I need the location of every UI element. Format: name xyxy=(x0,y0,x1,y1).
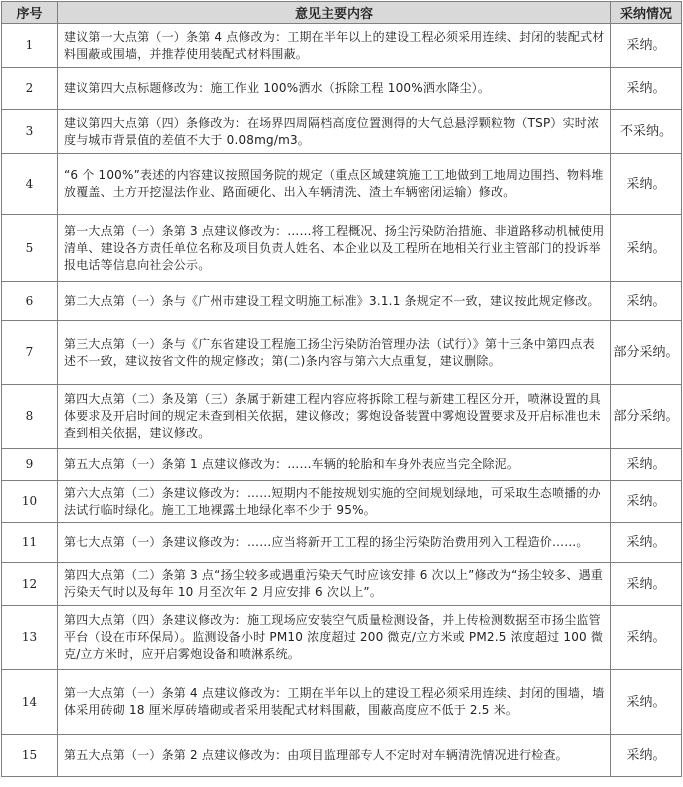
row-status: 采纳。 xyxy=(611,449,682,481)
row-index: 1 xyxy=(2,24,58,68)
table-row xyxy=(2,523,682,563)
opinions-table xyxy=(1,1,682,777)
table-row xyxy=(2,24,682,68)
row-content: “6 个 100%”表述的内容建议按照国务院的规定（重点区域建筑施工工地做到工地周边围挡、物料堆放覆盖、土方开挖湿法作业、路面硬化、出入车辆清洗、渣土车辆密闭运输）修改。 xyxy=(58,154,611,215)
row-index: 14 xyxy=(2,670,58,735)
table-row xyxy=(2,563,682,606)
row-index: 7 xyxy=(2,321,58,385)
row-status: 采纳。 xyxy=(611,481,682,523)
row-content: 第七大点第（一）条建议修改为：……应当将新开工工程的扬尘污染防治费用列入工程造价……。 xyxy=(58,523,611,563)
row-index: 11 xyxy=(2,523,58,563)
row-status: 部分采纳。 xyxy=(611,321,682,385)
row-content: 第三大点第（一）条与《广东省建设工程施工扬尘污染防治管理办法（试行）》第十三条中第四点表述不一致，建议按省文件的规定修改；第(二)条内容与第六大点重复，建议删除。 xyxy=(58,321,611,385)
row-status: 部分采纳。 xyxy=(611,385,682,449)
table-row xyxy=(2,670,682,735)
row-index: 4 xyxy=(2,154,58,215)
table-row xyxy=(2,68,682,110)
row-index: 2 xyxy=(2,68,58,110)
row-content: 第一大点第（一）条第 4 点建议修改为：工期在半年以上的建设工程必须采用连续、封闭的围墙，墙体采用砖砌 18 厘米厚砖墙砌或者采用装配式材料围蔽，围蔽高度应不低于 2.5 米。 xyxy=(58,670,611,735)
table-row xyxy=(2,154,682,215)
table-row xyxy=(2,282,682,321)
row-index: 5 xyxy=(2,215,58,282)
row-content: 第四大点第（四）条建议修改为：施工现场应安装空气质量检测设备，并上传检测数据至市扬尘监管平台（设在市环保局）。监测设备小时 PM10 浓度超过 200 微克/立方米或 PM2.5 浓度超过 100 微克/立方米时，应开启雾炮设备和喷淋系统。 xyxy=(58,606,611,670)
row-status: 采纳。 xyxy=(611,282,682,321)
row-status: 采纳。 xyxy=(611,735,682,777)
row-status: 不采纳。 xyxy=(611,110,682,154)
table-row xyxy=(2,110,682,154)
row-index: 12 xyxy=(2,563,58,606)
table-row xyxy=(2,735,682,777)
header-status: 采纳情况 xyxy=(611,2,682,24)
row-index: 6 xyxy=(2,282,58,321)
row-status: 采纳。 xyxy=(611,68,682,110)
row-status: 采纳。 xyxy=(611,24,682,68)
row-index: 15 xyxy=(2,735,58,777)
row-status: 采纳。 xyxy=(611,154,682,215)
row-index: 13 xyxy=(2,606,58,670)
row-index: 3 xyxy=(2,110,58,154)
row-index: 8 xyxy=(2,385,58,449)
row-index: 9 xyxy=(2,449,58,481)
row-content: 建议第一大点第（一）条第 4 点修改为：工期在半年以上的建设工程必须采用连续、封闭的装配式材料围蔽或围墙，并推荐使用装配式材料围蔽。 xyxy=(58,24,611,68)
row-content: 建议第四大点标题修改为：施工作业 100%洒水（拆除工程 100%洒水降尘）。 xyxy=(58,68,611,110)
row-content: 第四大点第（二）条第 3 点“扬尘较多或遇重污染天气时应该安排 6 次以上”修改为“扬尘较多、遇重污染天气时以及每年 10 月至次年 2 月应安排 6 次以上”。 xyxy=(58,563,611,606)
row-content: 第五大点第（一）条第 2 点建议修改为：由项目监理部专人不定时对车辆清洗情况进行检查。 xyxy=(58,735,611,777)
row-index: 10 xyxy=(2,481,58,523)
row-status: 采纳。 xyxy=(611,523,682,563)
row-content: 第二大点第（一）条与《广州市建设工程文明施工标准》3.1.1 条规定不一致，建议按此规定修改。 xyxy=(58,282,611,321)
table-row xyxy=(2,321,682,385)
table-row xyxy=(2,606,682,670)
row-status: 采纳。 xyxy=(611,670,682,735)
row-status: 采纳。 xyxy=(611,563,682,606)
row-content: 第五大点第（一）条第 1 点建议修改为：……车辆的轮胎和车身外表应当完全除泥。 xyxy=(58,449,611,481)
row-content: 第一大点第（一）条第 3 点建议修改为：……将工程概况、扬尘污染防治措施、非道路移动机械使用清单、建设各方责任单位名称及项目负责人姓名、本企业以及工程所在地相关行业主管部门的投诉举报电话等信息向社会公示。 xyxy=(58,215,611,282)
row-content: 第四大点第（二）条及第（三）条属于新建工程内容应将拆除工程与新建工程区分开，喷淋设置的具体要求及开启时间的规定未查到相关依据，建议修改；雾炮设备装置中雾炮设置要求及开启标准也未查到相关依据，建议修改。 xyxy=(58,385,611,449)
row-content: 第六大点第（二）条建议修改为：……短期内不能按规划实施的空间规划绿地，可采取生态喷播的办法试行临时绿化。施工工地裸露土地绿化率不少于 95%。 xyxy=(58,481,611,523)
table-row xyxy=(2,481,682,523)
table-row xyxy=(2,449,682,481)
header-content: 意见主要内容 xyxy=(58,2,611,24)
table-row xyxy=(2,385,682,449)
row-status: 采纳。 xyxy=(611,215,682,282)
header-index: 序号 xyxy=(2,2,58,24)
table-header-row xyxy=(2,2,682,24)
table-row xyxy=(2,215,682,282)
row-status: 采纳。 xyxy=(611,606,682,670)
row-content: 建议第四大点第（四）条修改为：在场界四周隔档高度位置测得的大气总悬浮颗粒物（TSP）实时浓度与城市背景值的差值不大于 0.08mg/m3。 xyxy=(58,110,611,154)
